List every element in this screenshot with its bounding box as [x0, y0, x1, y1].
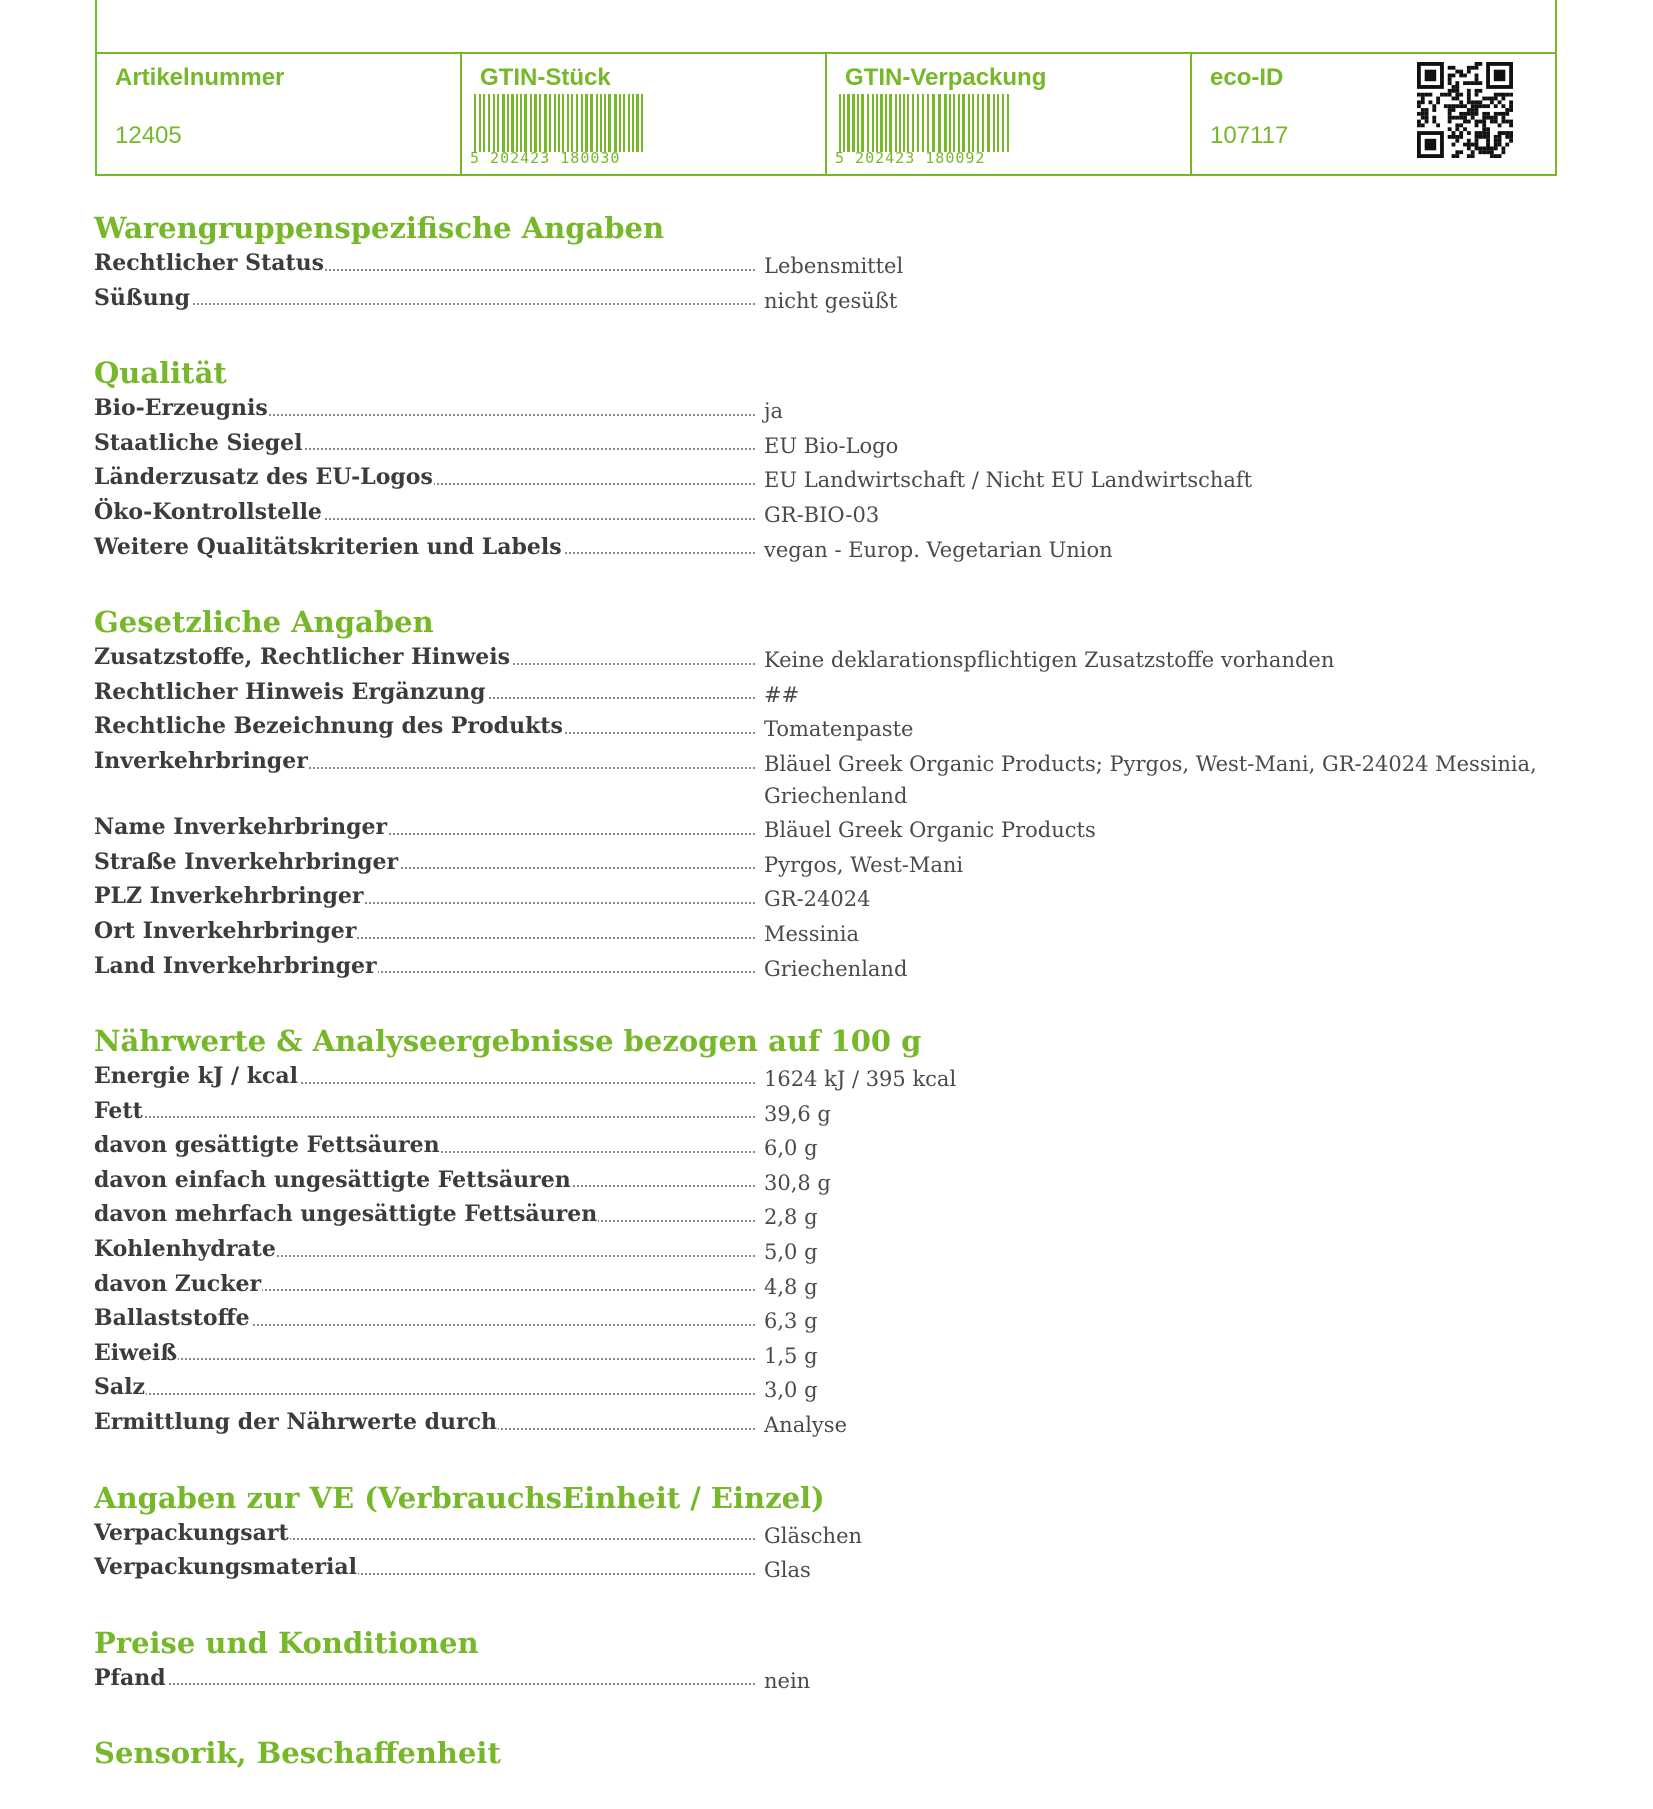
- attribute-row: [94, 1663, 1564, 1698]
- attribute-row: [94, 642, 1564, 677]
- section: [94, 208, 1564, 317]
- attribute-label: Ermittlung der Nährwerte durch: [94, 1409, 497, 1436]
- attribute-value: Messinia: [764, 921, 859, 946]
- attribute-row: [94, 881, 1564, 916]
- attribute-label: Süßung: [94, 284, 190, 311]
- attribute-label-cell: [94, 1096, 755, 1128]
- attribute-value: 1,5 g: [764, 1343, 818, 1368]
- attribute-label-cell: [94, 677, 755, 709]
- attribute-label: Land Inverkehrbringer: [94, 952, 377, 979]
- section: [94, 353, 1564, 566]
- attribute-label-cell: [94, 1303, 755, 1335]
- attribute-value: GR-24024: [764, 887, 871, 912]
- attribute-label: Name Inverkehrbringer: [94, 814, 388, 841]
- attribute-label-cell: [94, 1269, 755, 1301]
- attribute-label: Pfand: [94, 1664, 166, 1691]
- product-id-header: [95, 0, 1557, 176]
- attribute-label: Zusatzstoffe, Rechtlicher Hinweis: [94, 644, 510, 671]
- dot-leader: [94, 1358, 755, 1360]
- attribute-value: Tomatenpaste: [764, 717, 914, 742]
- artikelnummer-label: Artikelnummer: [115, 64, 285, 91]
- section: [94, 1478, 1564, 1587]
- attribute-row: [94, 1096, 1564, 1131]
- attribute-row: [94, 428, 1564, 463]
- attribute-label: Ort Inverkehrbringer: [94, 917, 357, 944]
- attribute-row: [94, 746, 1564, 812]
- attribute-label-cell: [94, 1663, 755, 1695]
- product-id-row: [97, 52, 1555, 174]
- gtin-verpackung-cell: [825, 54, 1190, 174]
- attribute-row: [94, 248, 1564, 283]
- gtin-stueck-number: 5 202423 180030: [470, 149, 621, 167]
- attribute-label-cell: [94, 881, 755, 913]
- attribute-row: [94, 711, 1564, 746]
- attribute-label: PLZ Inverkehrbringer: [94, 883, 364, 910]
- dot-leader: [94, 1393, 755, 1395]
- attribute-row: [94, 1165, 1564, 1200]
- attribute-value: 39,6 g: [764, 1101, 831, 1126]
- barcode-bars-icon: [470, 92, 650, 156]
- attribute-label-cell: [94, 1234, 755, 1266]
- attribute-row: [94, 951, 1564, 986]
- attribute-value: nicht gesüßt: [764, 288, 898, 313]
- attribute-value: 1624 kJ / 395 kcal: [764, 1067, 957, 1092]
- attribute-row: [94, 1234, 1564, 1269]
- attribute-row: [94, 847, 1564, 882]
- attribute-label: Fett: [94, 1097, 143, 1124]
- attribute-label-cell: [94, 1552, 755, 1584]
- gtin-verpackung-number: 5 202423 180092: [835, 149, 986, 167]
- attribute-label: Bio-Erzeugnis: [94, 395, 268, 422]
- attribute-label-cell: [94, 746, 755, 778]
- attribute-row: [94, 462, 1564, 497]
- attribute-value: EU Landwirtschaft / Nicht EU Landwirtschaft: [764, 468, 1253, 493]
- attribute-label: davon mehrfach ungesättigte Fettsäuren: [94, 1201, 598, 1228]
- attribute-label-cell: [94, 462, 755, 494]
- attribute-value: EU Bio-Logo: [764, 433, 899, 458]
- attribute-value: Gläschen: [764, 1523, 863, 1548]
- attribute-label: Kohlenhydrate: [94, 1236, 276, 1263]
- attribute-value: 2,8 g: [764, 1205, 818, 1230]
- attribute-row: [94, 1269, 1564, 1304]
- attribute-label: Länderzusatz des EU-Logos: [94, 464, 433, 491]
- section: [94, 602, 1564, 985]
- section-title: Nährwerte & Analyseergebnisse bezogen auf 100 g: [94, 1024, 922, 1059]
- attribute-value: 6,0 g: [764, 1136, 818, 1161]
- dot-leader: [94, 1683, 755, 1685]
- attribute-label: Rechtlicher Hinweis Ergänzung: [94, 678, 486, 705]
- attribute-row: [94, 1061, 1564, 1096]
- attribute-label-cell: [94, 1199, 755, 1231]
- attribute-label: Verpackungsart: [94, 1519, 289, 1546]
- barcode-bars-icon: [835, 92, 1015, 156]
- attribute-value: Bläuel Greek Organic Products; Pyrgos, West-Mani, GR-24024 Messinia, Griechenland: [764, 751, 1537, 808]
- attribute-row: [94, 1407, 1564, 1442]
- section-title: Preise und Konditionen: [94, 1625, 479, 1660]
- attribute-label: davon gesättigte Fettsäuren: [94, 1132, 440, 1159]
- attribute-value: Lebensmittel: [764, 254, 904, 278]
- section-title: Angaben zur VE (VerbrauchsEinheit / Einzel): [94, 1480, 825, 1515]
- attribute-label: Rechtliche Bezeichnung des Produkts: [94, 713, 563, 740]
- section: [94, 1623, 1564, 1698]
- attribute-value: 3,0 g: [764, 1378, 818, 1403]
- attribute-row: [94, 1199, 1564, 1234]
- attribute-value: ja: [764, 399, 784, 424]
- attribute-value: Keine deklarationspflichtigen Zusatzstoffe vorhanden: [764, 648, 1335, 673]
- attribute-value: 5,0 g: [764, 1240, 818, 1265]
- attribute-label-cell: [94, 1518, 755, 1550]
- section-title: Warengruppenspezifische Angaben: [94, 211, 665, 245]
- attribute-value: Glas: [764, 1558, 811, 1583]
- attribute-row: [94, 1338, 1564, 1373]
- attribute-value: ##: [764, 682, 800, 707]
- attribute-label: Energie kJ / kcal: [94, 1063, 299, 1090]
- attribute-label: Inverkehrbringer: [94, 747, 308, 774]
- section-title: Qualität: [94, 356, 227, 391]
- attribute-row: [94, 677, 1564, 712]
- attribute-value: 4,8 g: [764, 1274, 818, 1299]
- attribute-row: [94, 812, 1564, 847]
- attribute-label: Weitere Qualitätskriterien und Labels: [94, 533, 562, 560]
- attribute-label-cell: [94, 951, 755, 983]
- dot-leader: [94, 1116, 755, 1118]
- attribute-row: [94, 283, 1564, 318]
- attribute-label-cell: [94, 532, 755, 564]
- attribute-label: Salz: [94, 1374, 145, 1401]
- attribute-label: Straße Inverkehrbringer: [94, 848, 399, 875]
- gtin-verpackung-label: GTIN-Verpackung: [845, 64, 1047, 91]
- gtin-stueck-cell: [460, 54, 825, 174]
- attribute-label-cell: [94, 1407, 755, 1439]
- attribute-row: [94, 497, 1564, 532]
- attribute-value: 6,3 g: [764, 1309, 818, 1334]
- attribute-value: Pyrgos, West-Mani: [764, 852, 964, 877]
- attribute-label: davon einfach ungesättigte Fettsäuren: [94, 1166, 571, 1193]
- attribute-label-cell: [94, 642, 755, 674]
- gtin-verpackung-barcode: [835, 92, 1015, 166]
- section-title: Gesetzliche Angaben: [94, 605, 434, 640]
- attribute-label-cell: [94, 1338, 755, 1370]
- attribute-label-cell: [94, 711, 755, 743]
- attribute-label-cell: [94, 847, 755, 879]
- attribute-label: Verpackungsmaterial: [94, 1554, 357, 1581]
- attribute-row: [94, 916, 1564, 951]
- attribute-row: [94, 1518, 1564, 1553]
- attribute-value: 30,8 g: [764, 1170, 831, 1195]
- attribute-value: vegan - Europ. Vegetarian Union: [764, 537, 1113, 562]
- attribute-row: [94, 1552, 1564, 1587]
- gtin-stueck-label: GTIN-Stück: [480, 64, 611, 91]
- attribute-row: [94, 1130, 1564, 1165]
- attribute-row: [94, 1372, 1564, 1407]
- section: [94, 1021, 1564, 1442]
- attribute-label: Staatliche Siegel: [94, 429, 303, 456]
- attribute-value: GR-BIO-03: [764, 502, 880, 527]
- dot-leader: [94, 303, 755, 305]
- attribute-value: Analyse: [764, 1413, 847, 1438]
- attribute-label-cell: [94, 1061, 755, 1093]
- attribute-sections: [94, 208, 1564, 1809]
- attribute-label-cell: [94, 1130, 755, 1162]
- attribute-value: Bläuel Greek Organic Products: [764, 818, 1096, 843]
- attribute-label-cell: [94, 393, 755, 425]
- attribute-label-cell: [94, 916, 755, 948]
- attribute-label-cell: [94, 1165, 755, 1197]
- attribute-row: [94, 1303, 1564, 1338]
- eco-id-cell: [1190, 54, 1555, 174]
- eco-id-value: 107117: [1210, 122, 1289, 149]
- attribute-value: nein: [764, 1668, 811, 1693]
- attribute-row: [94, 393, 1564, 428]
- gtin-stueck-barcode: [470, 92, 650, 166]
- attribute-row: [94, 532, 1564, 567]
- eco-id-label: eco-ID: [1210, 64, 1284, 91]
- attribute-label-cell: [94, 1372, 755, 1404]
- qr-code-icon: [1417, 62, 1513, 158]
- artikelnummer-cell: [97, 54, 460, 174]
- attribute-label-cell: [94, 248, 755, 280]
- attribute-value: Griechenland: [764, 956, 908, 981]
- attribute-label: Eiweiß: [94, 1339, 178, 1366]
- artikelnummer-value: 12405: [115, 122, 182, 149]
- attribute-label: Ballaststoffe: [94, 1305, 250, 1332]
- section-title: Sensorik, Beschaffenheit: [94, 1736, 501, 1771]
- attribute-label-cell: [94, 497, 755, 529]
- attribute-label-cell: [94, 283, 755, 315]
- attribute-label: Öko-Kontrollstelle: [94, 498, 322, 525]
- attribute-label-cell: [94, 428, 755, 460]
- attribute-label: Rechtlicher Status: [94, 250, 325, 276]
- attribute-label: davon Zucker: [94, 1270, 262, 1297]
- section: [94, 1733, 1564, 1773]
- attribute-label-cell: [94, 812, 755, 844]
